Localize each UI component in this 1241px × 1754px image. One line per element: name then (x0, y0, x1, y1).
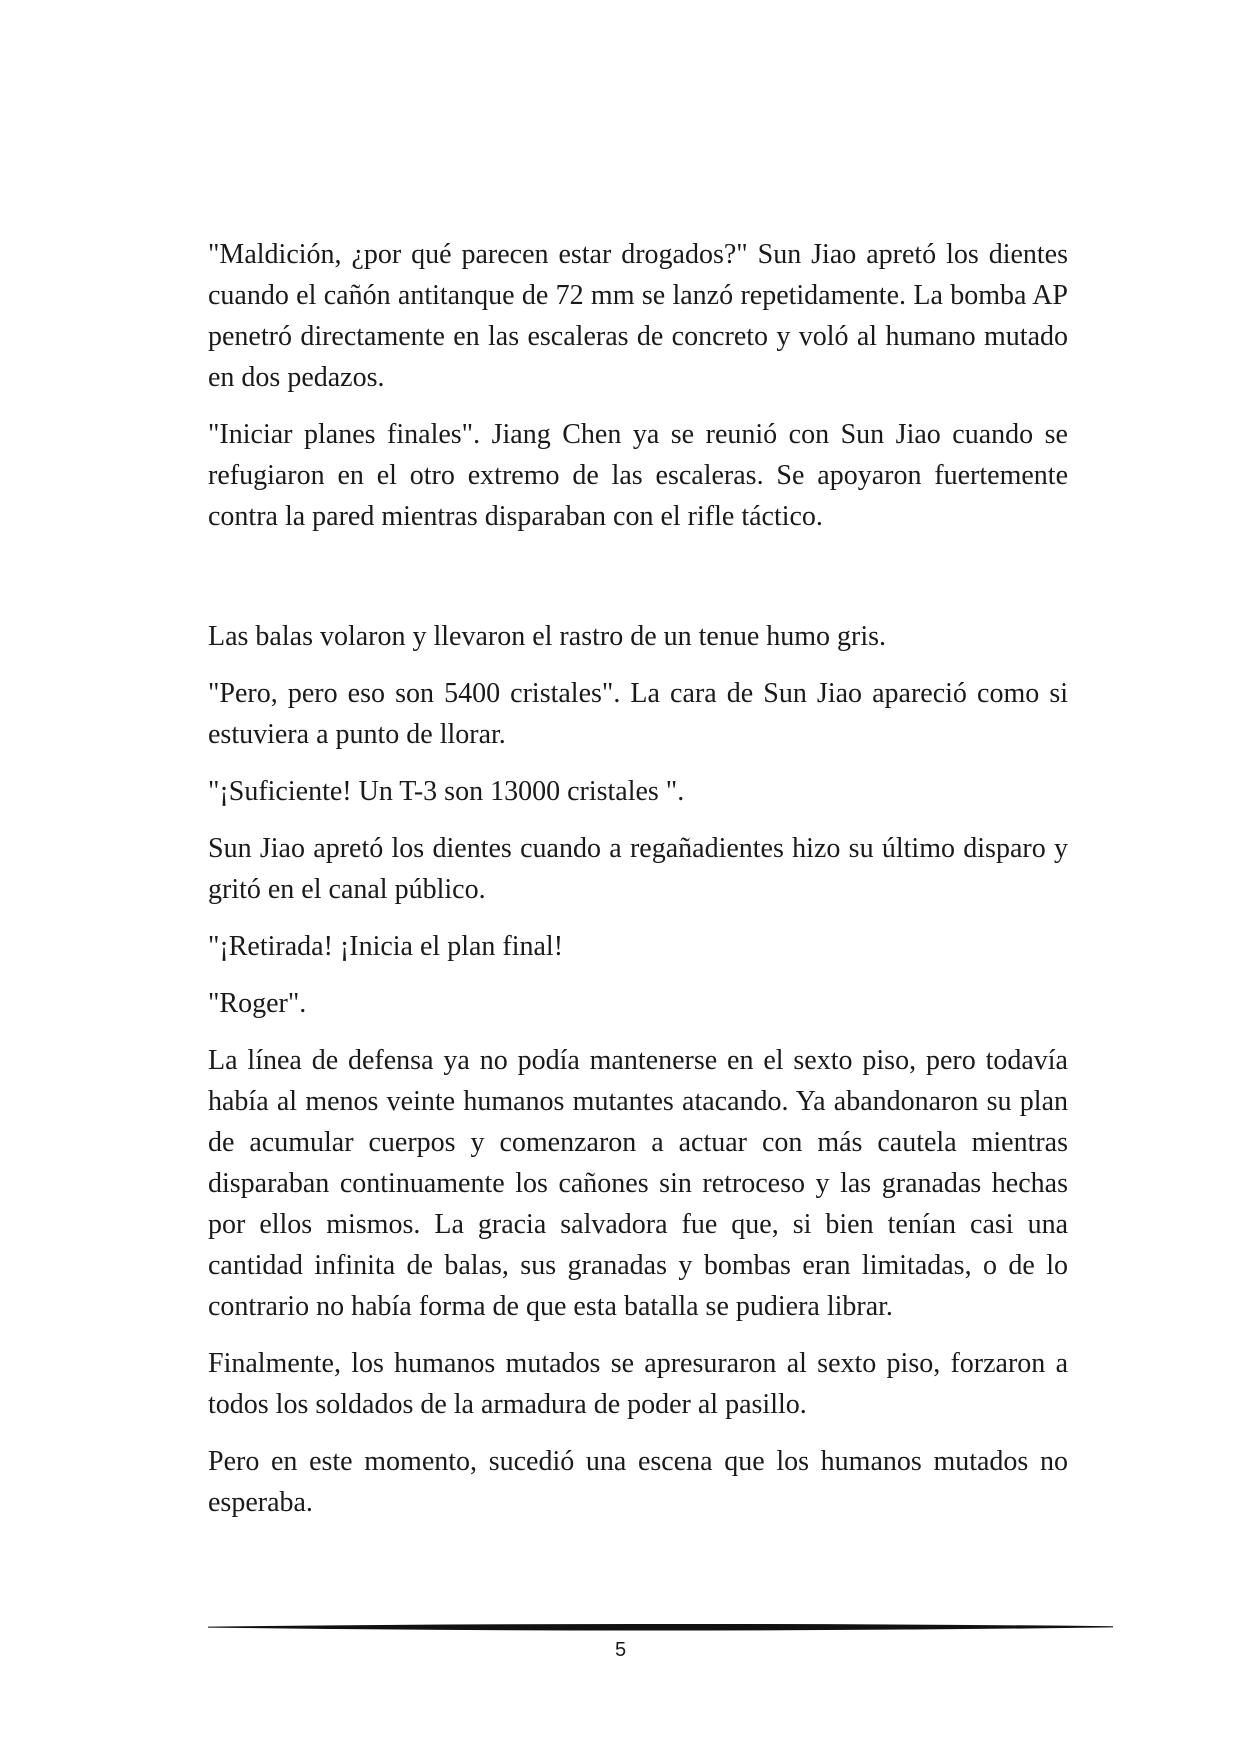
paragraph: "¡Retirada! ¡Inicia el plan final! (208, 931, 564, 962)
paragraph: Las balas volaron y llevaron el rastro de un tenue humo gris. (208, 621, 887, 652)
paragraph: La línea de defensa ya no podía mantenerse en el sexto piso, pero todavía había al menos veinte humanos mutantes atacando. Ya abandonaron su plan de acumular cuerpos y comenzaron a actuar con más cautela mientras disparaban continuamente los cañones sin retroceso y las granadas hechas por ellos mismos. La gracia salvadora fue que, si bien tenían casi una cantidad infinita de balas, sus granadas y bombas eran limitadas, o de lo contrario no había forma de que esta batalla se pudiera librar. (208, 1045, 1068, 1322)
page-number: 5 (614, 1639, 627, 1661)
paragraph: Finalmente, los humanos mutados se apresuraron al sexto piso, forzaron a todos los soldados de la armadura de poder al pasillo. (208, 1348, 1068, 1420)
paragraph: "Roger". (208, 988, 307, 1019)
text-block-bottom (208, 616, 1068, 1539)
paragraph: "¡Suficiente! Un T-3 son 13000 cristales ". (208, 776, 685, 807)
paragraph: Sun Jiao apretó los dientes cuando a regañadientes hizo su último disparo y gritó en el canal público. (208, 833, 1068, 905)
paragraph: "Maldición, ¿por qué parecen estar drogados?" Sun Jiao apretó los dientes cuando el cañón antitanque de 72 mm se lanzó repetidamente. La bomba AP penetró directamente en las escaleras de concreto y voló al humano mutado en dos pedazos. (208, 239, 1068, 393)
footer-divider (208, 1620, 1113, 1634)
text-block-top (208, 234, 1068, 553)
paragraph: "Pero, pero eso son 5400 cristales". La cara de Sun Jiao apareció como si estuviera a punto de llorar. (208, 678, 1068, 750)
paragraph: Pero en este momento, sucedió una escena que los humanos mutados no esperaba. (208, 1446, 1068, 1518)
paragraph: "Iniciar planes finales". Jiang Chen ya se reunió con Sun Jiao cuando se refugiaron en el otro extremo de las escaleras. Se apoyaron fuertemente contra la pared mientras disparaban con el rifle táctico. (208, 419, 1068, 532)
